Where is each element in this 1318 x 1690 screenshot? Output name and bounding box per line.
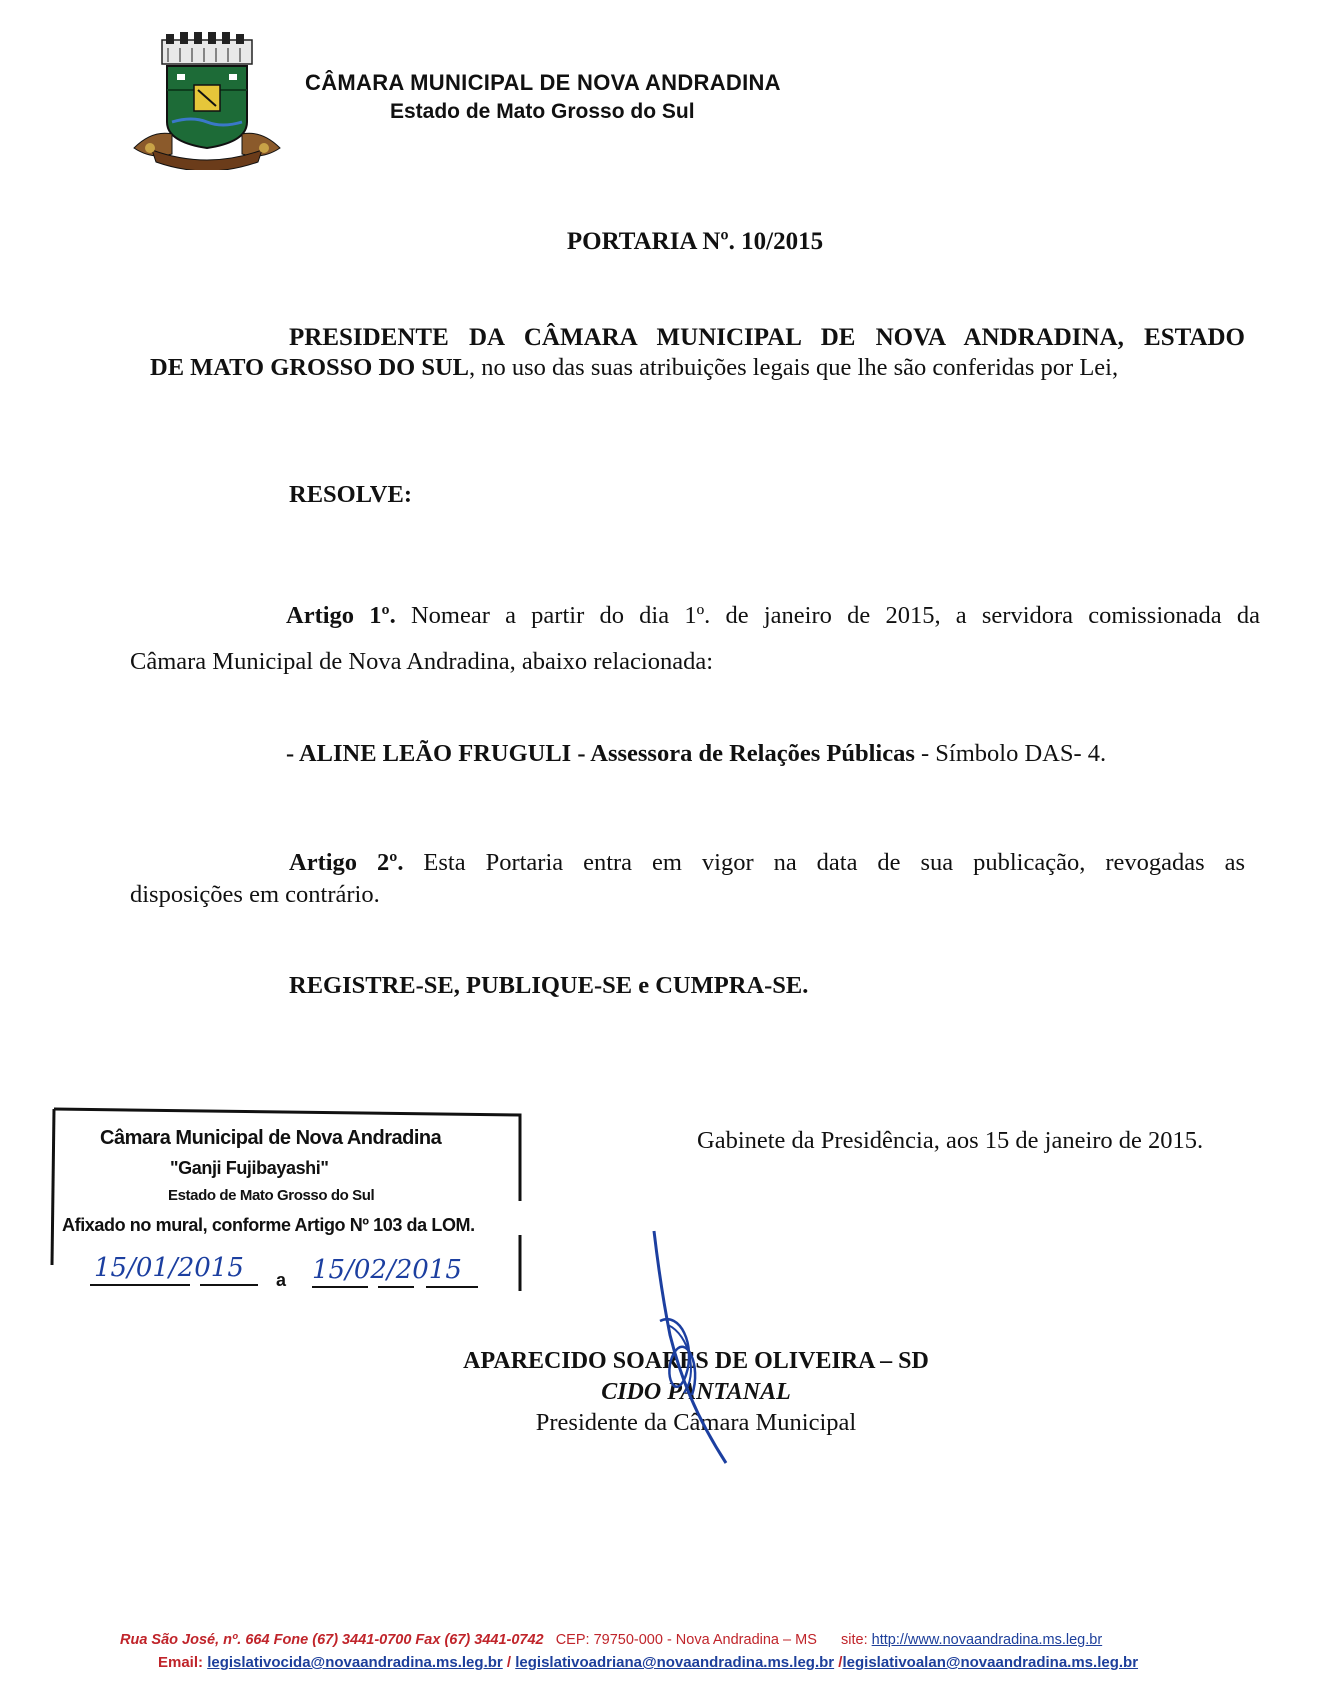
preamble-line1: PRESIDENTE DA CÂMARA MUNICIPAL DE NOVA ANDRADINA, ESTADO xyxy=(289,324,1245,351)
stamp-institution: Câmara Municipal de Nova Andradina xyxy=(100,1127,442,1149)
municipal-crest-logo xyxy=(132,30,282,170)
footer-email-separator-1: / xyxy=(502,1654,516,1671)
handwritten-signature xyxy=(640,1225,740,1465)
closing-statement: REGISTRE-SE, PUBLIQUE-SE e CUMPRA-SE. xyxy=(289,972,809,999)
nominee-symbol: - Símbolo DAS- 4. xyxy=(914,740,1107,767)
footer-email-separator-2: / xyxy=(834,1654,843,1671)
footer-email-label: Email: xyxy=(158,1654,204,1671)
stamp-building-name: "Ganji Fujibayashi" xyxy=(170,1158,329,1178)
preamble-line2 xyxy=(150,352,1118,384)
nomination-dash: - xyxy=(286,740,299,767)
signer-nickname: CIDO PANTANAL xyxy=(601,1379,791,1405)
footer-site-link[interactable]: http://www.novaandradina.ms.leg.br xyxy=(871,1632,1103,1648)
nomination-line xyxy=(286,738,1106,770)
document-title: PORTARIA Nº. 10/2015 xyxy=(566,228,824,255)
publication-stamp xyxy=(50,1105,524,1315)
footer-email-link-1[interactable]: legislativocida@novaandradina.ms.leg.br xyxy=(207,1654,503,1671)
stamp-state: Estado de Mato Grosso do Sul xyxy=(168,1187,375,1204)
artigo2-label: Artigo 2º. xyxy=(289,849,404,876)
footer-email-line xyxy=(158,1654,1138,1671)
artigo1-text: Nomear a partir do dia 1º. de janeiro de 2015, a servidora comissionada da xyxy=(395,602,1260,629)
signer-role: Presidente da Câmara Municipal xyxy=(535,1409,857,1436)
preamble-rest: , no uso das suas atribuições legais que lhe são conferidas por Lei, xyxy=(469,354,1119,381)
nomination-separator: - xyxy=(571,740,591,767)
footer-site-label: site: xyxy=(841,1632,868,1648)
nominee-name: ALINE LEÃO FRUGULI xyxy=(298,740,572,767)
artigo1-line2: Câmara Municipal de Nova Andradina, abaixo relacionada: xyxy=(130,648,714,675)
organization-name: CÂMARA MUNICIPAL DE NOVA ANDRADINA xyxy=(305,70,781,95)
artigo1-label: Artigo 1º. xyxy=(286,602,396,629)
footer-cep: CEP: 79750-000 - Nova Andradina – MS xyxy=(555,1632,817,1648)
artigo2-text: Esta Portaria entra em vigor na data de sua publicação, revogadas as xyxy=(403,849,1245,876)
stamp-posting-note: Afixado no mural, conforme Artigo Nº 103 da LOM. xyxy=(62,1215,475,1235)
place-date: Gabinete da Presidência, aos 15 de janeiro de 2015. xyxy=(697,1127,1204,1154)
signer-name: APARECIDO SOARES DE OLIVEIRA – SD xyxy=(463,1348,929,1374)
footer-address-line xyxy=(120,1632,1102,1648)
artigo1-line1 xyxy=(286,600,1260,632)
stamp-date-to: 15/02/2015 xyxy=(312,1255,462,1285)
stamp-date-from: 15/01/2015 xyxy=(94,1253,244,1283)
organization-state: Estado de Mato Grosso do Sul xyxy=(390,100,695,123)
footer-email-link-3[interactable]: legislativoalan@novaandradina.ms.leg.br xyxy=(842,1654,1139,1671)
footer-email-link-2[interactable]: legislativoadriana@novaandradina.ms.leg.br xyxy=(515,1654,835,1671)
resolve-heading: RESOLVE: xyxy=(289,481,413,508)
footer-address: Rua São José, nº. 664 Fone (67) 3441-0700 Fax (67) 3441-0742 xyxy=(120,1632,544,1648)
artigo2-line1 xyxy=(289,847,1245,879)
nominee-role: Assessora de Relações Públicas xyxy=(590,740,915,767)
stamp-date-connector: a xyxy=(276,1270,286,1290)
preamble-bold: DE MATO GROSSO DO SUL xyxy=(150,354,470,381)
artigo2-line2: disposições em contrário. xyxy=(130,881,380,908)
